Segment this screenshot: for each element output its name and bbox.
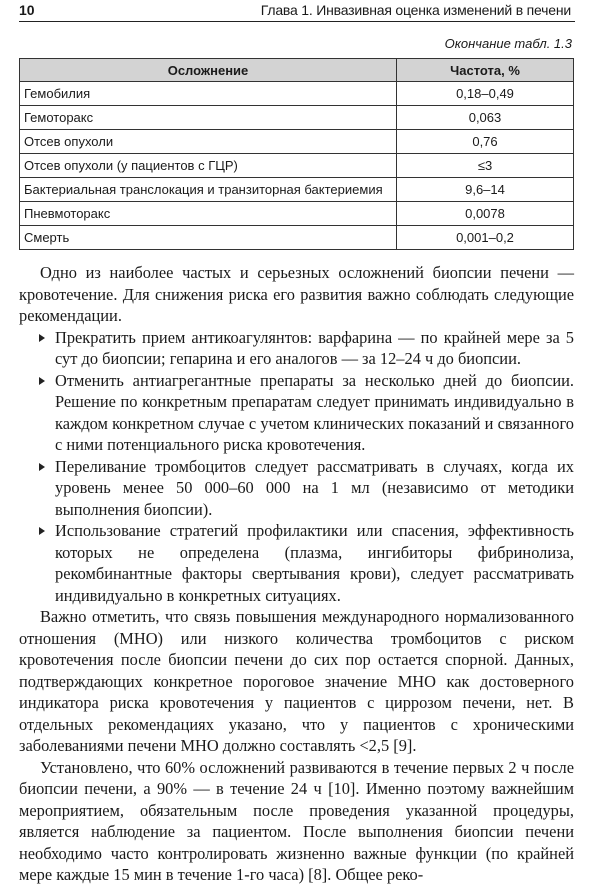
- table-row: [20, 82, 574, 106]
- triangle-bullet-icon: [39, 334, 45, 342]
- complications-table: [19, 58, 574, 250]
- table-caption: Окончание табл. 1.3: [444, 36, 572, 51]
- running-header: [19, 0, 575, 22]
- complication-cell: Отсев опухоли (у пациентов с ГЦР): [20, 154, 397, 178]
- table-row: [20, 226, 574, 250]
- frequency-cell: 0,001–0,2: [397, 226, 574, 250]
- list-item: [19, 327, 574, 370]
- frequency-cell: 0,063: [397, 106, 574, 130]
- complication-cell: Пневмоторакс: [20, 202, 397, 226]
- frequency-cell: ≤3: [397, 154, 574, 178]
- table-header-row: [20, 59, 574, 82]
- triangle-bullet-icon: [39, 463, 45, 471]
- body-paragraph: Одно из наиболее частых и серьезных осложнений биопсии печени — кровотечение. Для снижения риска его развития важно соблюдать следующие рекомендации.: [19, 263, 574, 325]
- triangle-bullet-icon: [39, 527, 45, 535]
- body-text: [19, 262, 574, 886]
- triangle-bullet-icon: [39, 377, 45, 385]
- complication-cell: Смерть: [20, 226, 397, 250]
- complication-cell: Гемобилия: [20, 82, 397, 106]
- list-item: [19, 456, 574, 521]
- complication-cell: Отсев опухоли: [20, 130, 397, 154]
- list-item-text: Прекратить прием антикоагулянтов: варфарина — по крайней мере за 5 сут до биопсии; гепарина и его аналогов — за 12–24 ч до биопсии.: [55, 327, 574, 368]
- table-row: [20, 178, 574, 202]
- page-number: 10: [19, 2, 35, 18]
- column-header-frequency: Частота, %: [397, 59, 574, 82]
- list-item-text: Использование стратегий профилактики или спасения, эффективность которых не определена (плазма, ингибиторы фибринолиза, рекомбинантные факторы свертывания крови), следует рассматривать индивидуально в конкретных ситуациях.: [55, 521, 574, 605]
- list-item-text: Отменить антиагрегантные препараты за несколько дней до биопсии. Решение по конкретным препаратам следует принимать индивидуально в каждом конкретном случае с учетом клинических показаний и связанного с ними потенциального риска кровотечения.: [55, 370, 574, 454]
- frequency-cell: 0,76: [397, 130, 574, 154]
- body-paragraph: Установлено, что 60% осложнений развиваются в течение первых 2 ч после биопсии печени, а 90% — в течение 24 ч [10]. Именно поэтому важнейшим мероприятием, обязательным после проведения указанной процедуры, является наблюдение за пациентом. После выполнения биопсии печени необходимо часто контролировать жизненно важные функции (по крайней мере каждые 15 мин в течение 1-го часа) [8]. Общее реко-: [19, 757, 574, 884]
- list-item: [19, 520, 574, 606]
- list-item-text: Переливание тромбоцитов следует рассматривать в случаях, когда их уровень менее 50 000–60 000 на 1 мл (независимо от методики выполнения биопсии).: [55, 456, 574, 519]
- table-row: [20, 130, 574, 154]
- frequency-cell: 0,18–0,49: [397, 82, 574, 106]
- recommendations-list: [19, 327, 574, 607]
- frequency-cell: 0,0078: [397, 202, 574, 226]
- table-row: [20, 106, 574, 130]
- table-row: [20, 154, 574, 178]
- column-header-complication: Осложнение: [20, 59, 397, 82]
- frequency-cell: 9,6–14: [397, 178, 574, 202]
- complication-cell: Гемоторакс: [20, 106, 397, 130]
- body-paragraph: Важно отметить, что связь повышения международного нормализованного отношения (МНО) или низкого количества тромбоцитов с риском кровотечения после биопсии печени до сих пор остается спорной. Данных, подтверждающих конкретное пороговое значение МНО как достоверного индикатора риска кровотечения у пациентов с циррозом печени, нет. В отдельных рекомендациях указано, что у пациентов с хроническими заболеваниями печени МНО должно составлять <2,5 [9].: [19, 607, 574, 755]
- table-row: [20, 202, 574, 226]
- chapter-title: Глава 1. Инвазивная оценка изменений в печени: [260, 2, 571, 18]
- list-item: [19, 370, 574, 456]
- complication-cell: Бактериальная транслокация и транзиторная бактериемия: [20, 178, 397, 202]
